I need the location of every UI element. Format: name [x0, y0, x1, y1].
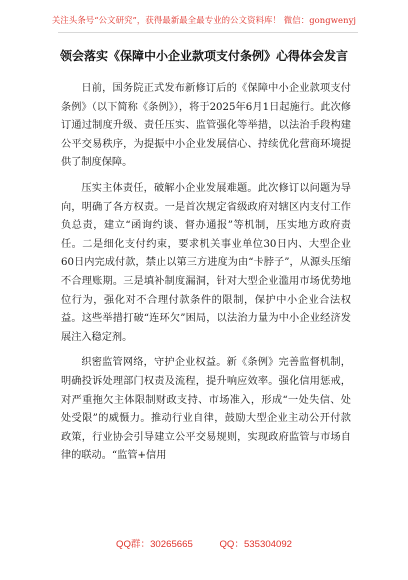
- header-divider: [58, 32, 358, 33]
- paragraph-supervision: 织密监管网络，守护企业权益。新《条例》完善监督机制，明确投诉处理部门权责及流程，提升响应效率。强化信用惩戒，对严重拖欠主体限制财政支持、市场准入，形成“一处失信、处处受限”的威慑力。推动行业自律，鼓励大型企业主动公开付款政策，行业协会引导建立公平交易规则，实现政府监管与市场自律的联动。“监管+信用: [61, 357, 351, 462]
- paragraph-intro: 日前，国务院正式发布新修订后的《保障中小企业款项支付条例》（以下简称《条例》），将于2025年6月1日起施行。此次修订通过制度升级、责任压实、监管强化等举措，以法治手段构建公平交易秩序，为提振中小企业发展信心、持续优化营商环境提供了制度保障。: [61, 83, 351, 169]
- document-body: [61, 80, 351, 473]
- footer-contact: [0, 536, 408, 550]
- footer-qq-group: QQ群：30265665: [115, 539, 193, 550]
- paragraph-responsibility: 压实主体责任，破解小企业发展难题。此次修订以问题为导向，明确了各方权责。一是首次规定省级政府对辖区内支付工作负总责，建立“函询约谈、督办通报”等机制，压实地方政府责任。二是细化支付约束，要求机关事业单位30日内、大型企业60日内完成付款，禁止以第三方进度为由“卡脖子”，从源头压缩不合理账期。三是填补制度漏洞，针对大型企业滥用市场优势地位行为，强化对不合理付款条件的限制，保护中小企业合法权益。这些举措打破“连环欠”困局，以法治力量为中小企业经济发展注入稳定剂。: [61, 182, 351, 343]
- footer-qq: QQ：535304092: [219, 539, 292, 550]
- header-banner: 关注头条号“公文研究”，获得最新最全最专业的公文资料库！ 微信：gongwenyj: [51, 15, 357, 25]
- document-title: 领会落实《保障中小企业款项支付条例》心得体会发言: [59, 49, 348, 63]
